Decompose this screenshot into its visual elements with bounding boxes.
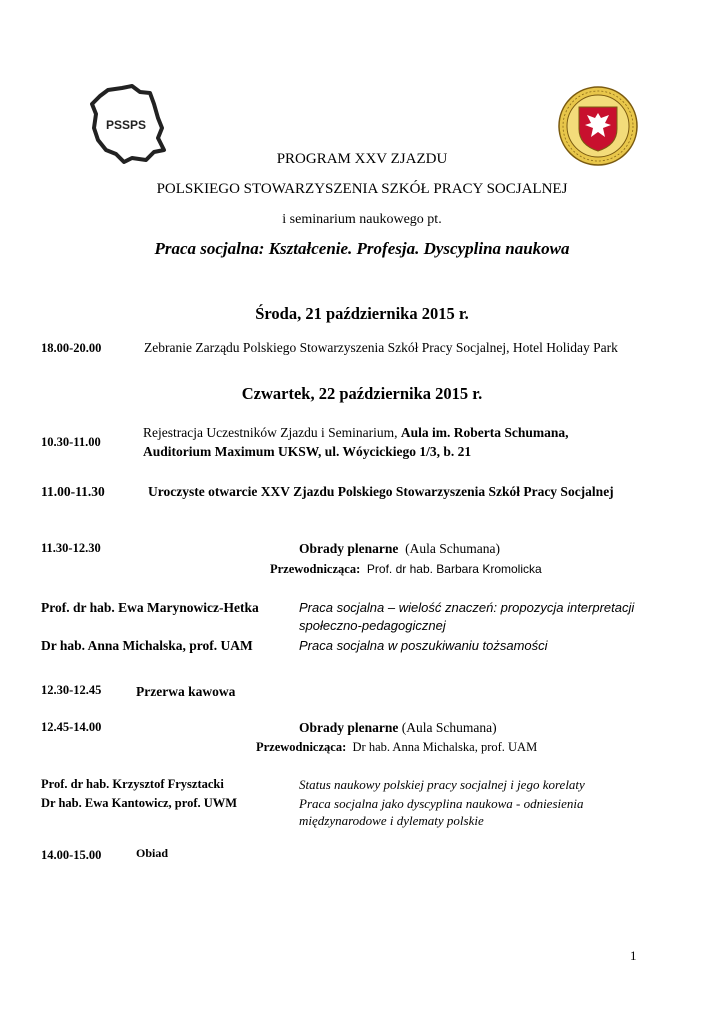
registration-address: Auditorium Maximum UKSW, ul. Wóycickiego 1/3, b. 21 (143, 444, 472, 459)
session1-talk1-title: Praca socjalna – wielość znaczeń: propozycja interpretacji (299, 600, 635, 615)
registration-line1 (143, 425, 569, 441)
registration-text: Rejestracja Uczestników Zjazdu i Seminarium, (143, 425, 401, 440)
session2-talk2-speaker: Dr hab. Ewa Kantowicz, prof. UWM (41, 796, 238, 810)
seminar-title: Praca socjalna: Kształcenie. Profesja. Dyscyplina naukowa (154, 239, 570, 258)
program-heading: PROGRAM XXV ZJAZDU (276, 151, 448, 167)
session1-talk2-speaker: Dr hab. Anna Michalska, prof. UAM (41, 638, 253, 653)
session1-talk1-speaker: Prof. dr hab. Ewa Marynowicz-Hetka (41, 600, 259, 615)
registration-time: 10.30-11.00 (41, 435, 101, 449)
day1-item-text: Zebranie Zarządu Polskiego Stowarzyszenia Szkół Pracy Socjalnej, Hotel Holiday Park (144, 340, 618, 355)
break-time: 12.30-12.45 (41, 683, 102, 697)
opening-time: 11.00-11.30 (41, 484, 105, 499)
session1-chair-label: Przewodnicząca: (270, 562, 361, 576)
day2-heading: Czwartek, 22 października 2015 r. (241, 384, 483, 403)
day1-item-time: 18.00-20.00 (41, 341, 102, 355)
session2-chair-name: Dr hab. Anna Michalska, prof. UAM (352, 740, 538, 754)
session1-chair-name: Prof. dr hab. Barbara Kromolicka (366, 562, 542, 576)
session2-talk2-title-cont: międzynarodowe i dylematy polskie (299, 813, 484, 828)
session1-time: 11.30-12.30 (41, 541, 101, 555)
session1-chair (270, 562, 542, 577)
session2-talk2-title: Praca socjalna jako dyscyplina naukowa - odniesienia (299, 796, 584, 811)
session1-title: Obrady plenarne (299, 541, 399, 556)
session2-chair-label: Przewodnicząca: (256, 740, 347, 754)
pssps-logo-text: PSSPS (105, 118, 147, 132)
session2-time: 12.45-14.00 (41, 720, 102, 734)
lunch-time: 14.00-15.00 (41, 848, 102, 862)
registration-venue: Aula im. Roberta Schumana, (400, 425, 569, 440)
session1-talk1-title-cont: społeczno-pedagogicznej (299, 618, 446, 633)
session1-talk2-title: Praca socjalna w poszukiwaniu tożsamości (299, 638, 548, 653)
session2-chair (256, 740, 537, 755)
session2-talk1-speaker: Prof. dr hab. Krzysztof Frysztacki (41, 777, 224, 791)
lunch-text: Obiad (136, 846, 169, 860)
seminar-intro: i seminarium naukowego pt. (282, 212, 442, 227)
break-text: Przerwa kawowa (136, 684, 236, 699)
session2-title: Obrady plenarne (299, 720, 399, 735)
session2-place: (Aula Schumana) (401, 720, 497, 735)
opening-text: Uroczyste otwarcie XXV Zjazdu Polskiego Stowarzyszenia Szkół Pracy Socjalnej (148, 484, 614, 499)
association-heading: POLSKIEGO STOWARZYSZENIA SZKÓŁ PRACY SOCJALNEJ (156, 181, 568, 197)
day1-heading: Środa, 21 października 2015 r. (255, 304, 469, 323)
session1-title-line (299, 541, 500, 557)
session2-talk1-title: Status naukowy polskiej pracy socjalnej i jego korelaty (299, 777, 585, 792)
page-number: 1 (630, 948, 637, 963)
session2-title-line (299, 720, 497, 736)
session1-place: (Aula Schumana) (405, 541, 500, 556)
